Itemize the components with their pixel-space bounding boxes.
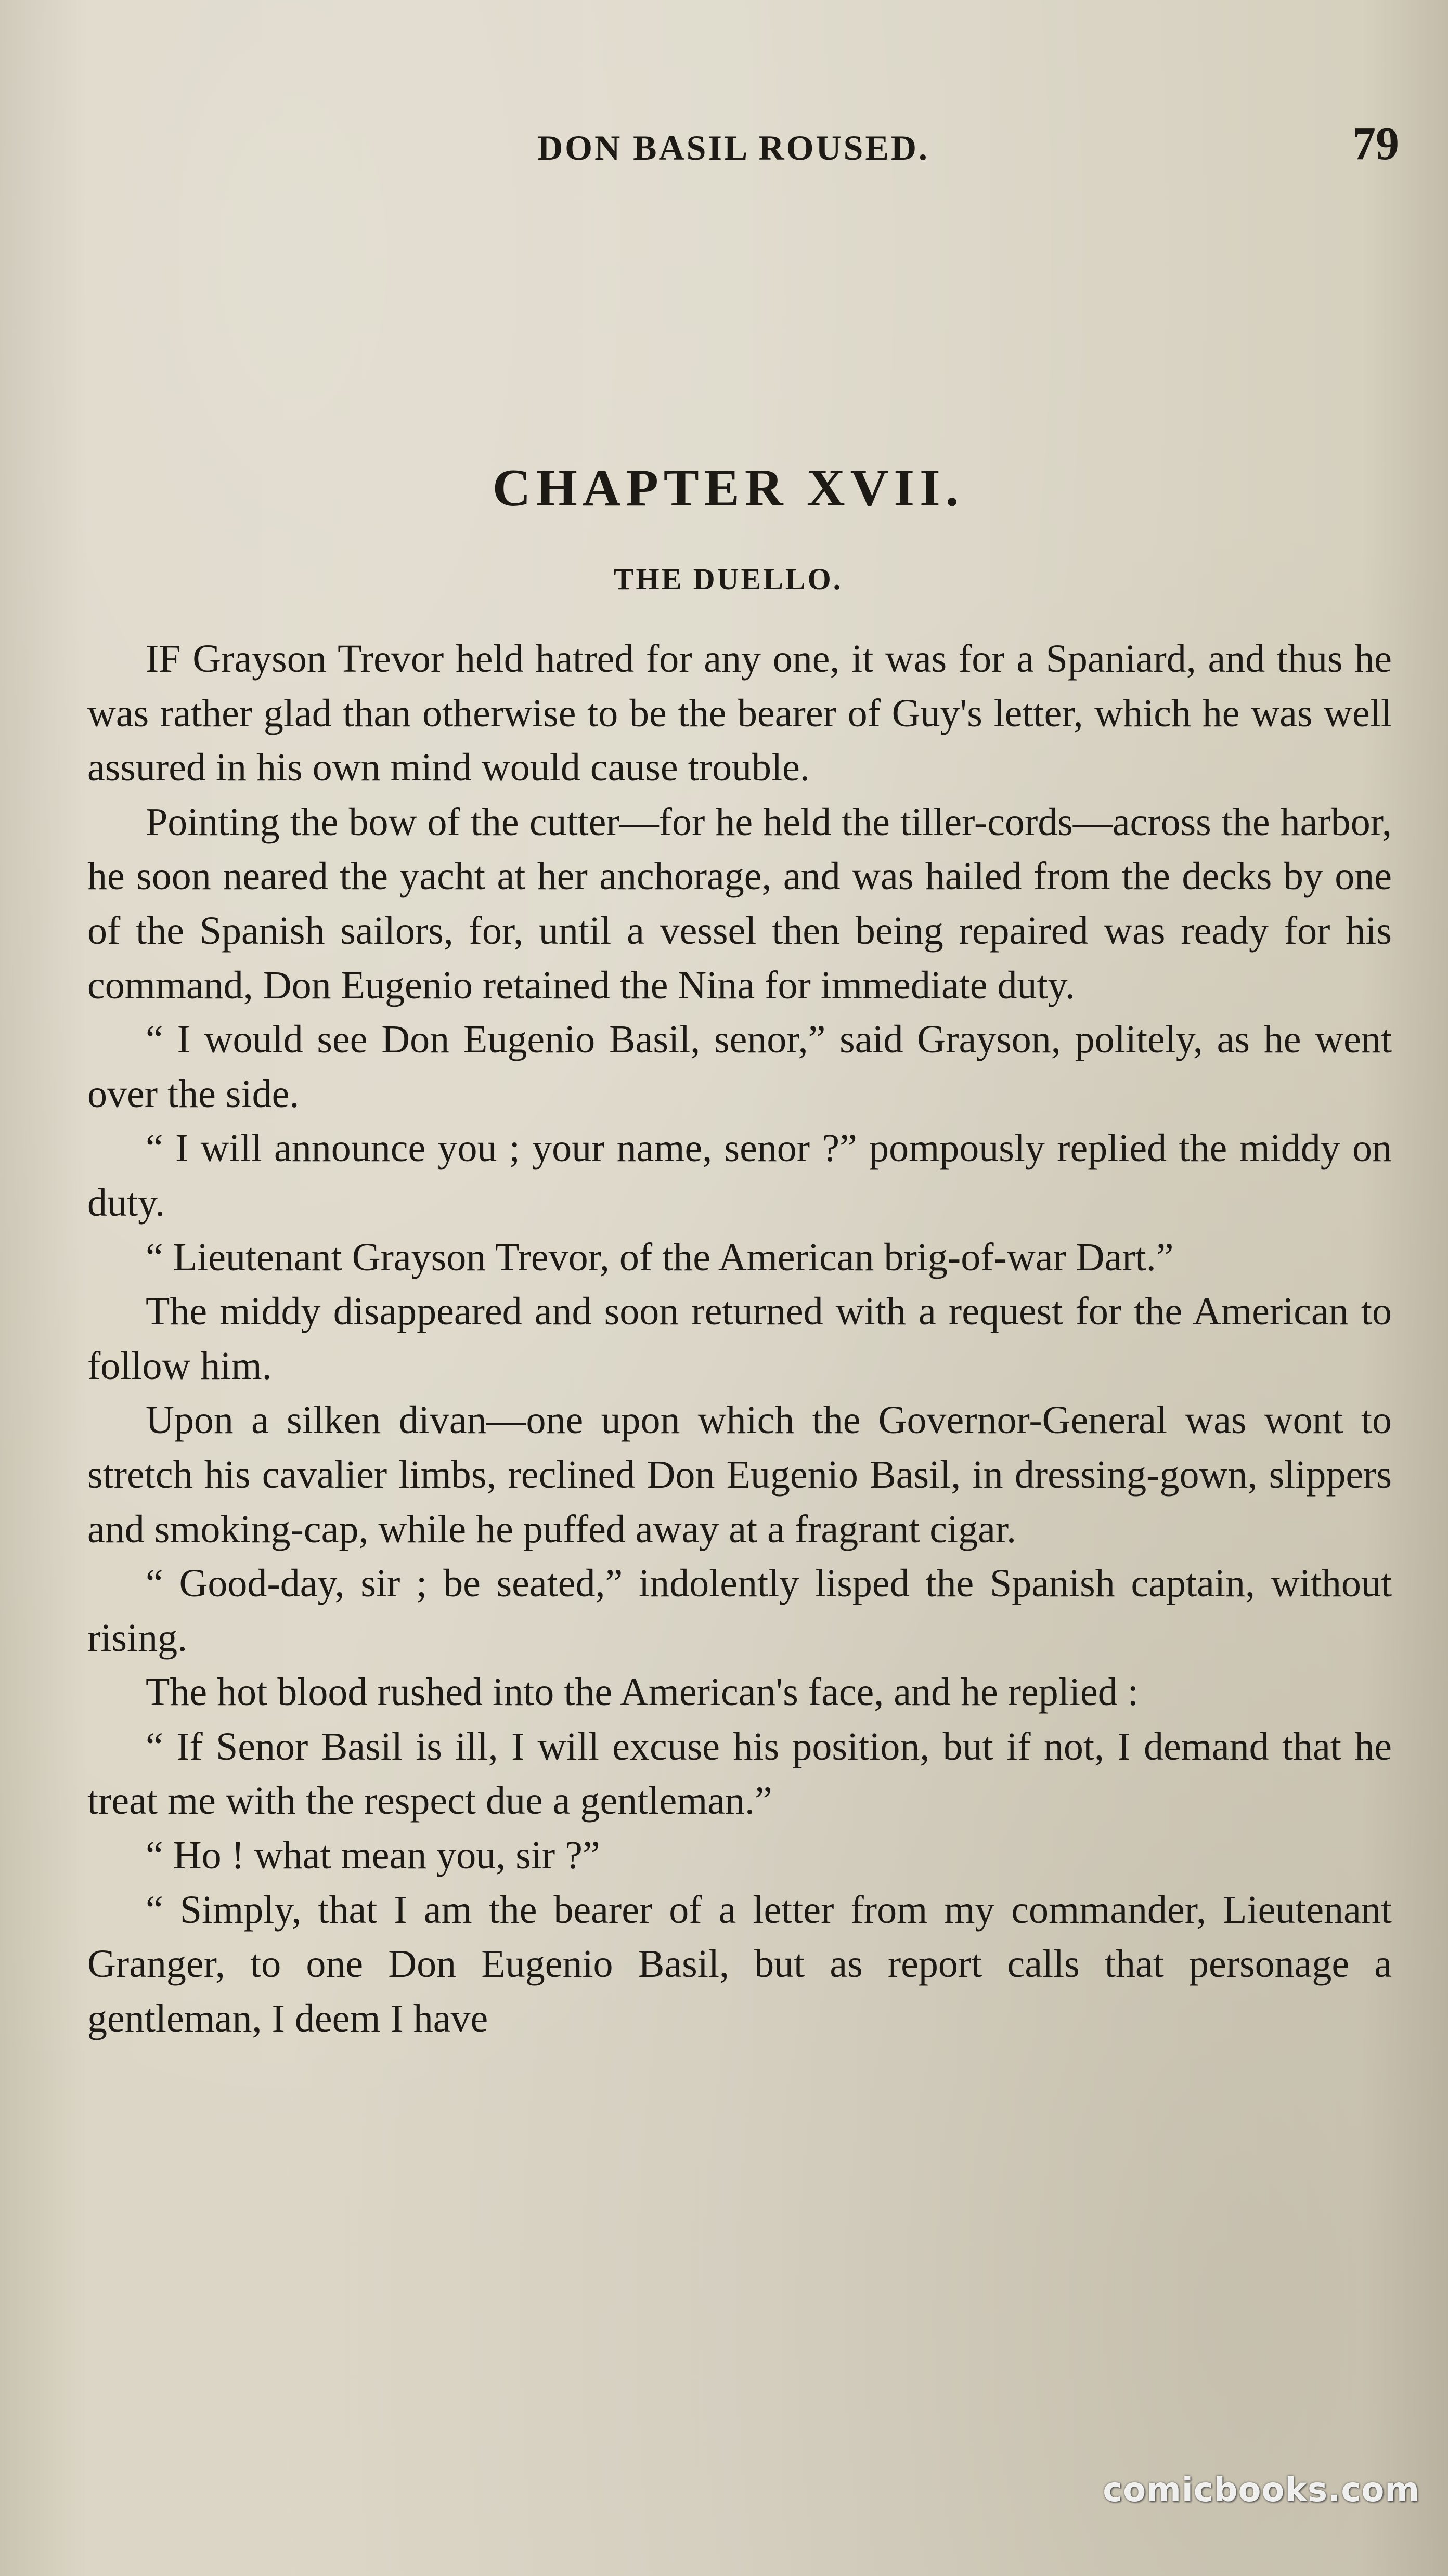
paragraph: “ Good-day, sir ; be seated,” indolently lisped the Spanish captain, without rising. (87, 1562, 1392, 1660)
page-number: 79 (1352, 118, 1399, 170)
running-head: DON BASIL ROUSED. (537, 128, 929, 167)
body-text (87, 632, 1392, 2046)
paragraph: “ If Senor Basil is ill, I will excuse his position, but if not, I demand that he treat me with the respect due a gentleman.” (87, 1724, 1392, 1823)
paragraph: The hot blood rushed into the American's face, and he replied : (146, 1670, 1139, 1714)
chapter-title: CHAPTER XVII. (492, 459, 964, 517)
paragraph: Upon a silken divan—one upon which the Governor-General was wont to stretch his cavalier limbs, reclined Don Eugenio Basil, in dressing-gown, slippers and smoking-cap, while he puffed away at a fragrant cigar. (87, 1398, 1392, 1551)
paragraph: “ I would see Don Eugenio Basil, senor,” said Grayson, politely, as he went over the side. (87, 1018, 1392, 1116)
paragraph: “ I will announce you ; your name, senor ?” pompously replied the middy on duty. (87, 1126, 1392, 1225)
paragraph: IF Grayson Trevor held hatred for any one, it was for a Spaniard, and thus he was rather glad than otherwise to be the bearer of Guy's letter, which he was well assured in his own mind would cause trouble. (87, 637, 1392, 790)
paragraph: “ Ho ! what mean you, sir ?” (146, 1833, 600, 1878)
paragraph: The middy disappeared and soon returned with a request for the American to follow him. (87, 1290, 1392, 1388)
watermark: comicbooks.com (1103, 2471, 1420, 2509)
chapter-subtitle: THE DUELLO. (613, 562, 843, 596)
paragraph: Pointing the bow of the cutter—for he held the tiller-cords—across the harbor, he soon neared the yacht at her anchorage, and was hailed from the decks by one of the Spanish sailors, for, until a vessel then being repaired was ready for his command, Don Eugenio retained the Nina for immediate duty. (87, 800, 1392, 1007)
paragraph: “ Simply, that I am the bearer of a letter from my commander, Lieutenant Granger, to one Don Eugenio Basil, but as report calls that personage a gentleman, I deem I have (87, 1888, 1392, 2040)
paragraph: “ Lieutenant Grayson Trevor, of the American brig-of-war Dart.” (146, 1235, 1174, 1279)
